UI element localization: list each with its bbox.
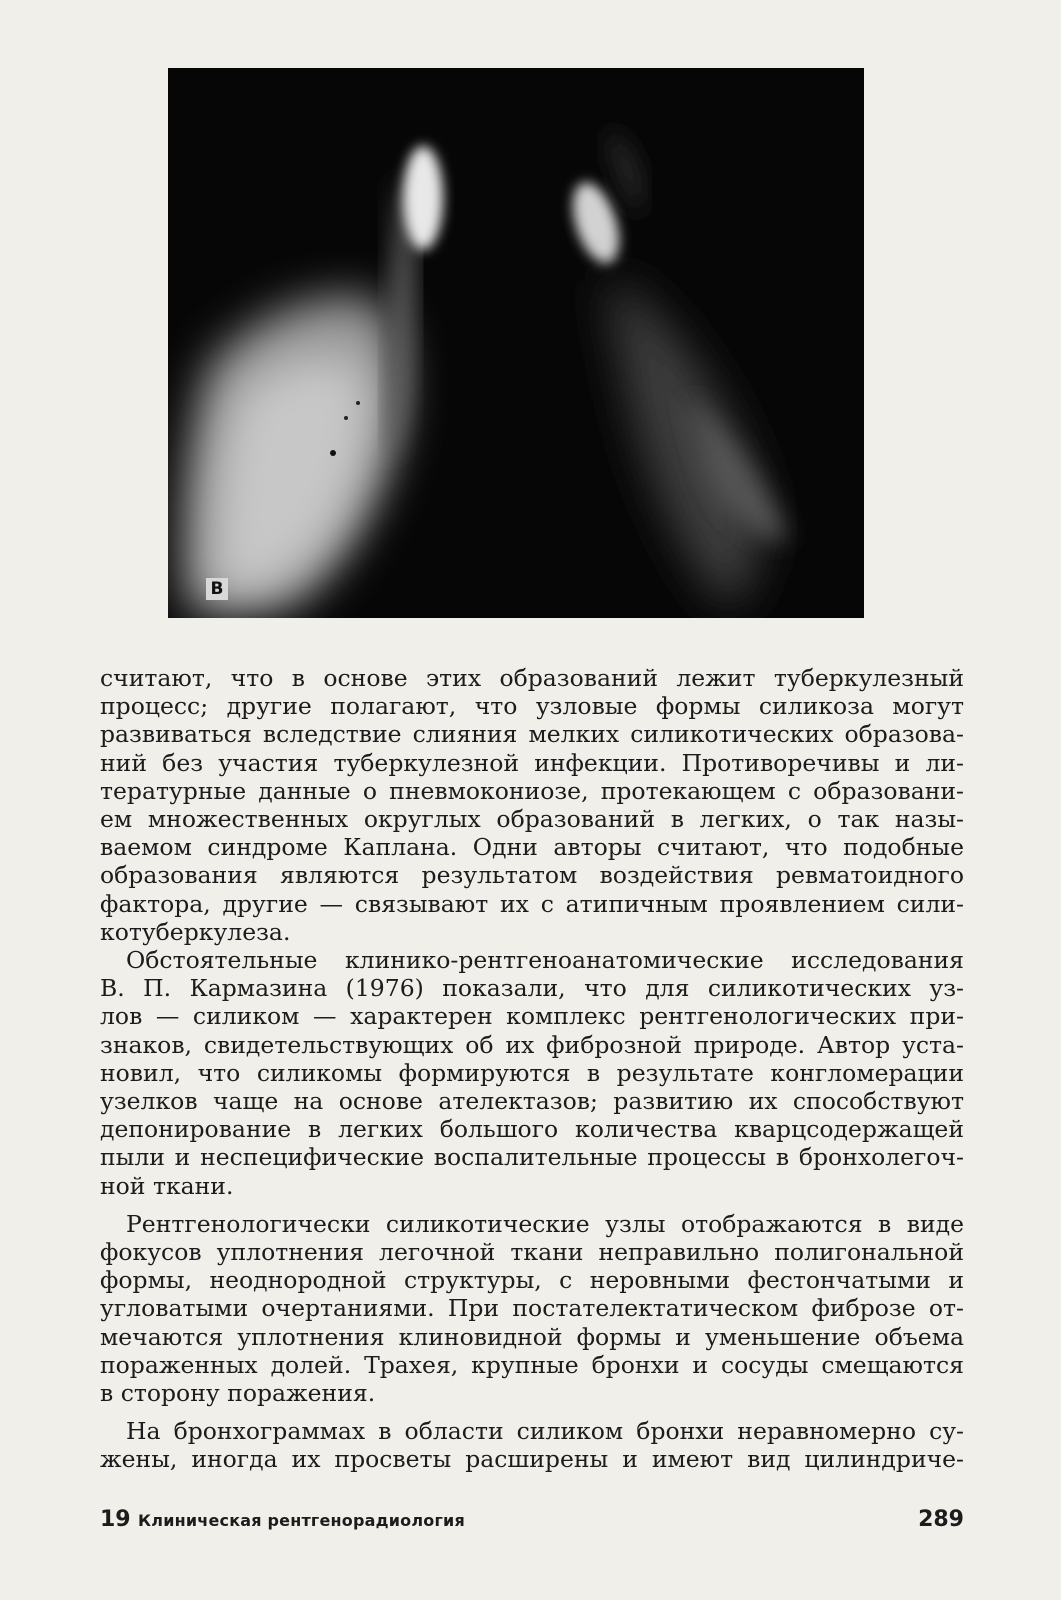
xray-image bbox=[168, 68, 864, 618]
text-line: образования являются результатом воздействия ревматоидного bbox=[100, 861, 964, 890]
text-line: котуберкулеза. bbox=[100, 917, 291, 946]
signature-number: 19 bbox=[100, 1507, 131, 1532]
text-line: формы, неоднородной структуры, с неровными фестончатыми и bbox=[100, 1266, 964, 1295]
text-line: узелков чаще на основе ателектазов; развитию их способствуют bbox=[100, 1087, 964, 1116]
text-line: лов — силиком — характерен комплекс рентгенологических при- bbox=[100, 1002, 964, 1031]
text-line: Рентгенологически силикотические узлы отображаются в виде bbox=[126, 1209, 964, 1238]
text-line: пыли и неспецифические воспалительные процессы в бронхолегоч- bbox=[100, 1143, 964, 1172]
text-line: ем множественных округлых образований в легких, о так назы- bbox=[100, 805, 964, 834]
text-line: На бронхограммах в области силиком бронхи неравномерно су- bbox=[126, 1417, 964, 1446]
text-line: Обстоятельные клинико-рентгеноанатомические исследования bbox=[126, 946, 964, 975]
text-line: депонирование в легких большого количества кварцсодержащей bbox=[100, 1115, 964, 1144]
text-line: ной ткани. bbox=[100, 1171, 234, 1200]
text-line: тературные данные о пневмокониозе, протекающем с образовани- bbox=[100, 776, 964, 805]
page-footer bbox=[100, 1507, 964, 1537]
text-line: ний без участия туберкулезной инфекции. Противоречивы и ли- bbox=[100, 748, 964, 777]
text-line: В. П. Кармазина (1976) показали, что для силикотических уз- bbox=[100, 974, 964, 1003]
text-line: фокусов уплотнения легочной ткани неправильно полигональной bbox=[100, 1238, 964, 1267]
text-line: новил, что силикомы формируются в результате конгломерации bbox=[100, 1058, 964, 1087]
text-line: считают, что в основе этих образований лежит туберкулезный bbox=[100, 664, 964, 692]
body-text bbox=[100, 664, 964, 1474]
text-line: угловатыми очертаниями. При постателектатическом фиброзе от- bbox=[100, 1294, 964, 1323]
text-line: в сторону поражения. bbox=[100, 1379, 376, 1408]
text-line: процесс; другие полагают, что узловые формы силикоза могут bbox=[100, 692, 964, 721]
radiograph-figure bbox=[168, 68, 864, 618]
signature-title: Клиническая рентгенорадиология bbox=[138, 1511, 465, 1530]
page-number: 289 bbox=[918, 1507, 964, 1532]
text-line: развиваться вследствие слияния мелких силикотических образова- bbox=[100, 720, 964, 749]
text-line: пораженных долей. Трахея, крупные бронхи и сосуды смещаются bbox=[100, 1350, 964, 1379]
figure-letter-label: В bbox=[206, 578, 228, 600]
text-line: фактора, другие — связывают их с атипичным проявлением сили- bbox=[100, 889, 964, 918]
text-line: знаков, свидетельствующих об их фиброзной природе. Автор уста- bbox=[100, 1030, 964, 1059]
text-line: жены, иногда их просветы расширены и имеют вид цилиндриче- bbox=[100, 1445, 964, 1474]
text-line: ваемом синдроме Каплана. Одни авторы считают, что подобные bbox=[100, 833, 964, 862]
text-line: мечаются уплотнения клиновидной формы и уменьшение объема bbox=[100, 1322, 964, 1351]
